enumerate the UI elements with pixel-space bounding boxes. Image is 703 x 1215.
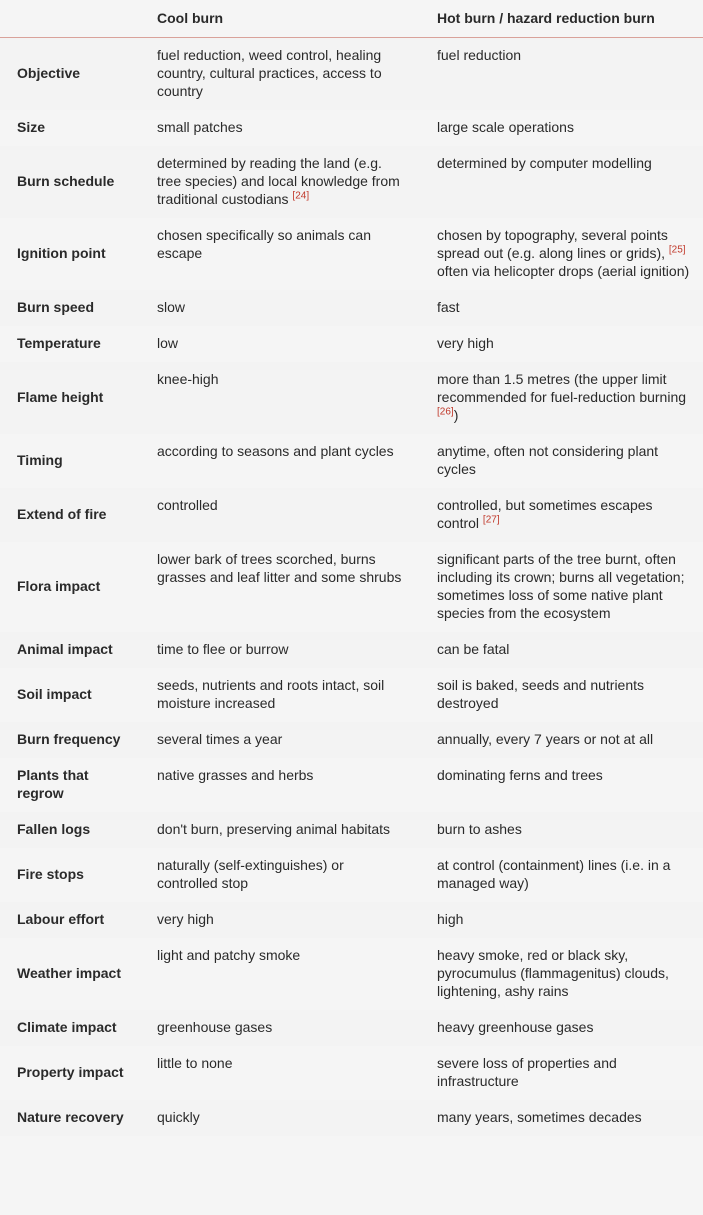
cool-burn-cell-text: greenhouse gases: [157, 1019, 273, 1035]
cool-burn-cell: [140, 668, 420, 722]
table-row: [0, 1046, 703, 1100]
row-label: Burn schedule: [17, 173, 115, 189]
hot-burn-cell: [420, 218, 703, 290]
cool-burn-cell-text: determined by reading the land (e.g. tree species) and local knowledge from traditional custodians: [157, 155, 400, 207]
cool-burn-cell: [140, 758, 420, 812]
cool-burn-cell-text: don't burn, preserving animal habitats: [157, 821, 391, 837]
row-label: Property impact: [17, 1064, 124, 1080]
hot-burn-cell: [420, 326, 703, 362]
table-row: [0, 218, 703, 290]
cool-burn-cell: [140, 1010, 420, 1046]
hot-burn-cell: [420, 1100, 703, 1136]
hot-burn-cell-text: anytime, often not considering plant cycles: [437, 443, 659, 477]
table-row: [0, 488, 703, 542]
hot-burn-cell: [420, 902, 703, 938]
hot-burn-cell-text-continued: ): [453, 407, 459, 423]
hot-burn-cell-text: heavy greenhouse gases: [437, 1019, 594, 1035]
hot-burn-cell-text: determined by computer modelling: [437, 155, 652, 171]
table-body: [0, 38, 703, 1137]
header-hot-burn: Hot burn / hazard reduction burn: [420, 0, 703, 38]
hot-burn-cell: [420, 488, 703, 542]
hot-burn-cell: [420, 290, 703, 326]
cool-burn-cell: [140, 632, 420, 668]
table-row: [0, 632, 703, 668]
table-row: [0, 1010, 703, 1046]
row-label: Fallen logs: [17, 821, 91, 837]
row-label: Burn speed: [17, 299, 95, 315]
row-label: Weather impact: [17, 965, 121, 981]
row-label: Fire stops: [17, 866, 84, 882]
hot-burn-cell: [420, 848, 703, 902]
hot-burn-cell-text: annually, every 7 years or not at all: [437, 731, 654, 747]
cool-burn-cell-text: little to none: [157, 1055, 233, 1071]
hot-burn-cell: [420, 146, 703, 218]
cool-burn-cell: [140, 902, 420, 938]
cool-burn-cell: [140, 1100, 420, 1136]
row-label: Burn frequency: [17, 731, 121, 747]
cool-burn-cell: [140, 488, 420, 542]
row-label: Climate impact: [17, 1019, 117, 1035]
hot-burn-cell-text-continued: often via helicopter drops (aerial ignition): [437, 263, 690, 279]
hot-burn-cell-text: fuel reduction: [437, 47, 522, 63]
row-label: Size: [17, 119, 46, 135]
header-empty-cell: [0, 0, 140, 38]
cool-burn-cell: [140, 362, 420, 434]
reference-link[interactable]: [25]: [668, 244, 686, 256]
hot-burn-cell-text: dominating ferns and trees: [437, 767, 603, 783]
table-row: [0, 290, 703, 326]
hot-burn-cell: [420, 668, 703, 722]
table-row: [0, 758, 703, 812]
row-label: Nature recovery: [17, 1109, 124, 1125]
cool-burn-cell-text: several times a year: [157, 731, 283, 747]
hot-burn-cell: [420, 632, 703, 668]
table-row: [0, 668, 703, 722]
reference-link[interactable]: [26]: [437, 406, 454, 418]
hot-burn-cell: [420, 812, 703, 848]
hot-burn-cell: [420, 362, 703, 434]
hot-burn-cell-text: severe loss of properties and infrastructure: [437, 1055, 617, 1089]
hot-burn-cell-text: at control (containment) lines (i.e. in a managed way): [437, 857, 671, 891]
table-row: [0, 902, 703, 938]
hot-burn-cell-text: can be fatal: [437, 641, 510, 657]
table-row: [0, 938, 703, 1010]
row-label: Flora impact: [17, 578, 101, 594]
hot-burn-cell: [420, 434, 703, 488]
reference-link[interactable]: [24]: [292, 190, 310, 202]
row-label: Animal impact: [17, 641, 113, 657]
hot-burn-cell-text: controlled, but sometimes escapes control: [437, 497, 653, 531]
table-row: [0, 812, 703, 848]
hot-burn-cell-text: very high: [437, 335, 494, 351]
row-label: Flame height: [17, 389, 104, 405]
cool-burn-cell-text: fuel reduction, weed control, healing country, cultural practices, access to country: [157, 47, 382, 99]
cool-burn-cell: [140, 938, 420, 1010]
row-label: Ignition point: [17, 245, 106, 261]
table-row: [0, 146, 703, 218]
cool-burn-cell-text: very high: [157, 911, 214, 927]
cool-burn-cell-text: quickly: [157, 1109, 200, 1125]
hot-burn-cell: [420, 938, 703, 1010]
table-header: [0, 0, 703, 38]
cool-burn-cell: [140, 146, 420, 218]
cool-burn-cell-text: native grasses and herbs: [157, 767, 314, 783]
table-row: [0, 362, 703, 434]
hot-burn-cell: [420, 758, 703, 812]
cool-burn-cell: [140, 38, 420, 111]
hot-burn-cell: [420, 38, 703, 111]
cool-burn-cell-text: small patches: [157, 119, 243, 135]
cool-burn-cell-text: chosen specifically so animals can escape: [157, 227, 371, 261]
table-row: [0, 542, 703, 632]
cool-burn-cell-text: low: [157, 335, 179, 351]
cool-burn-cell-text: slow: [157, 299, 186, 315]
row-label: Labour effort: [17, 911, 105, 927]
row-label: Timing: [17, 452, 63, 468]
cool-burn-cell: [140, 848, 420, 902]
hot-burn-cell-text: significant parts of the tree burnt, often including its crown; burns all vegetation; sometimes loss of some native plant species from the ecosystem: [437, 551, 685, 621]
hot-burn-cell: [420, 722, 703, 758]
cool-burn-cell: [140, 1046, 420, 1100]
hot-burn-cell: [420, 1010, 703, 1046]
row-label: Soil impact: [17, 686, 92, 702]
cool-burn-cell: [140, 722, 420, 758]
row-label: Temperature: [17, 335, 101, 351]
cool-burn-cell-text: lower bark of trees scorched, burns grasses and leaf litter and some shrubs: [157, 551, 402, 585]
cool-burn-cell-text: seeds, nutrients and roots intact, soil moisture increased: [157, 677, 385, 711]
hot-burn-cell-text: many years, sometimes decades: [437, 1109, 642, 1125]
table-row: [0, 110, 703, 146]
cool-burn-cell-text: light and patchy smoke: [157, 947, 301, 963]
table-row: [0, 722, 703, 758]
hot-burn-cell-text: burn to ashes: [437, 821, 522, 837]
hot-burn-cell-text: chosen by topography, several points spread out (e.g. along lines or grids),: [437, 227, 668, 261]
cool-burn-cell-text: knee-high: [157, 371, 219, 387]
hot-burn-cell-text: high: [437, 911, 464, 927]
hot-burn-cell-text: soil is baked, seeds and nutrients destroyed: [437, 677, 645, 711]
row-label: Objective: [17, 65, 81, 81]
table-row: [0, 1100, 703, 1136]
hot-burn-cell: [420, 542, 703, 632]
table-row: [0, 434, 703, 488]
hot-burn-cell-text: large scale operations: [437, 119, 574, 135]
table-row: [0, 848, 703, 902]
table-row: [0, 38, 703, 111]
row-label: Extend of fire: [17, 506, 107, 522]
row-label: Plants that regrow: [17, 767, 89, 801]
hot-burn-cell-text: more than 1.5 metres (the upper limit recommended for fuel-reduction burning: [437, 371, 687, 405]
cool-burn-cell: [140, 218, 420, 290]
hot-burn-cell: [420, 1046, 703, 1100]
cool-burn-cell: [140, 326, 420, 362]
hot-burn-cell-text: heavy smoke, red or black sky, pyrocumulus (flammagenitus) clouds, lightening, ashy rains: [437, 947, 669, 999]
cool-burn-cell-text: time to flee or burrow: [157, 641, 289, 657]
cool-burn-cell: [140, 434, 420, 488]
cool-burn-cell-text: naturally (self-extinguishes) or controlled stop: [157, 857, 344, 891]
hot-burn-cell: [420, 110, 703, 146]
cool-burn-cell: [140, 812, 420, 848]
cool-burn-cell-text: according to seasons and plant cycles: [157, 443, 394, 459]
table-row: [0, 326, 703, 362]
cool-burn-cell: [140, 290, 420, 326]
header-cool-burn: Cool burn: [140, 0, 420, 38]
cool-burn-cell-text: controlled: [157, 497, 218, 513]
reference-link[interactable]: [27]: [482, 514, 500, 526]
cool-burn-cell: [140, 110, 420, 146]
hot-burn-cell-text: fast: [437, 299, 460, 315]
cool-burn-cell: [140, 542, 420, 632]
header-row: [0, 0, 703, 38]
